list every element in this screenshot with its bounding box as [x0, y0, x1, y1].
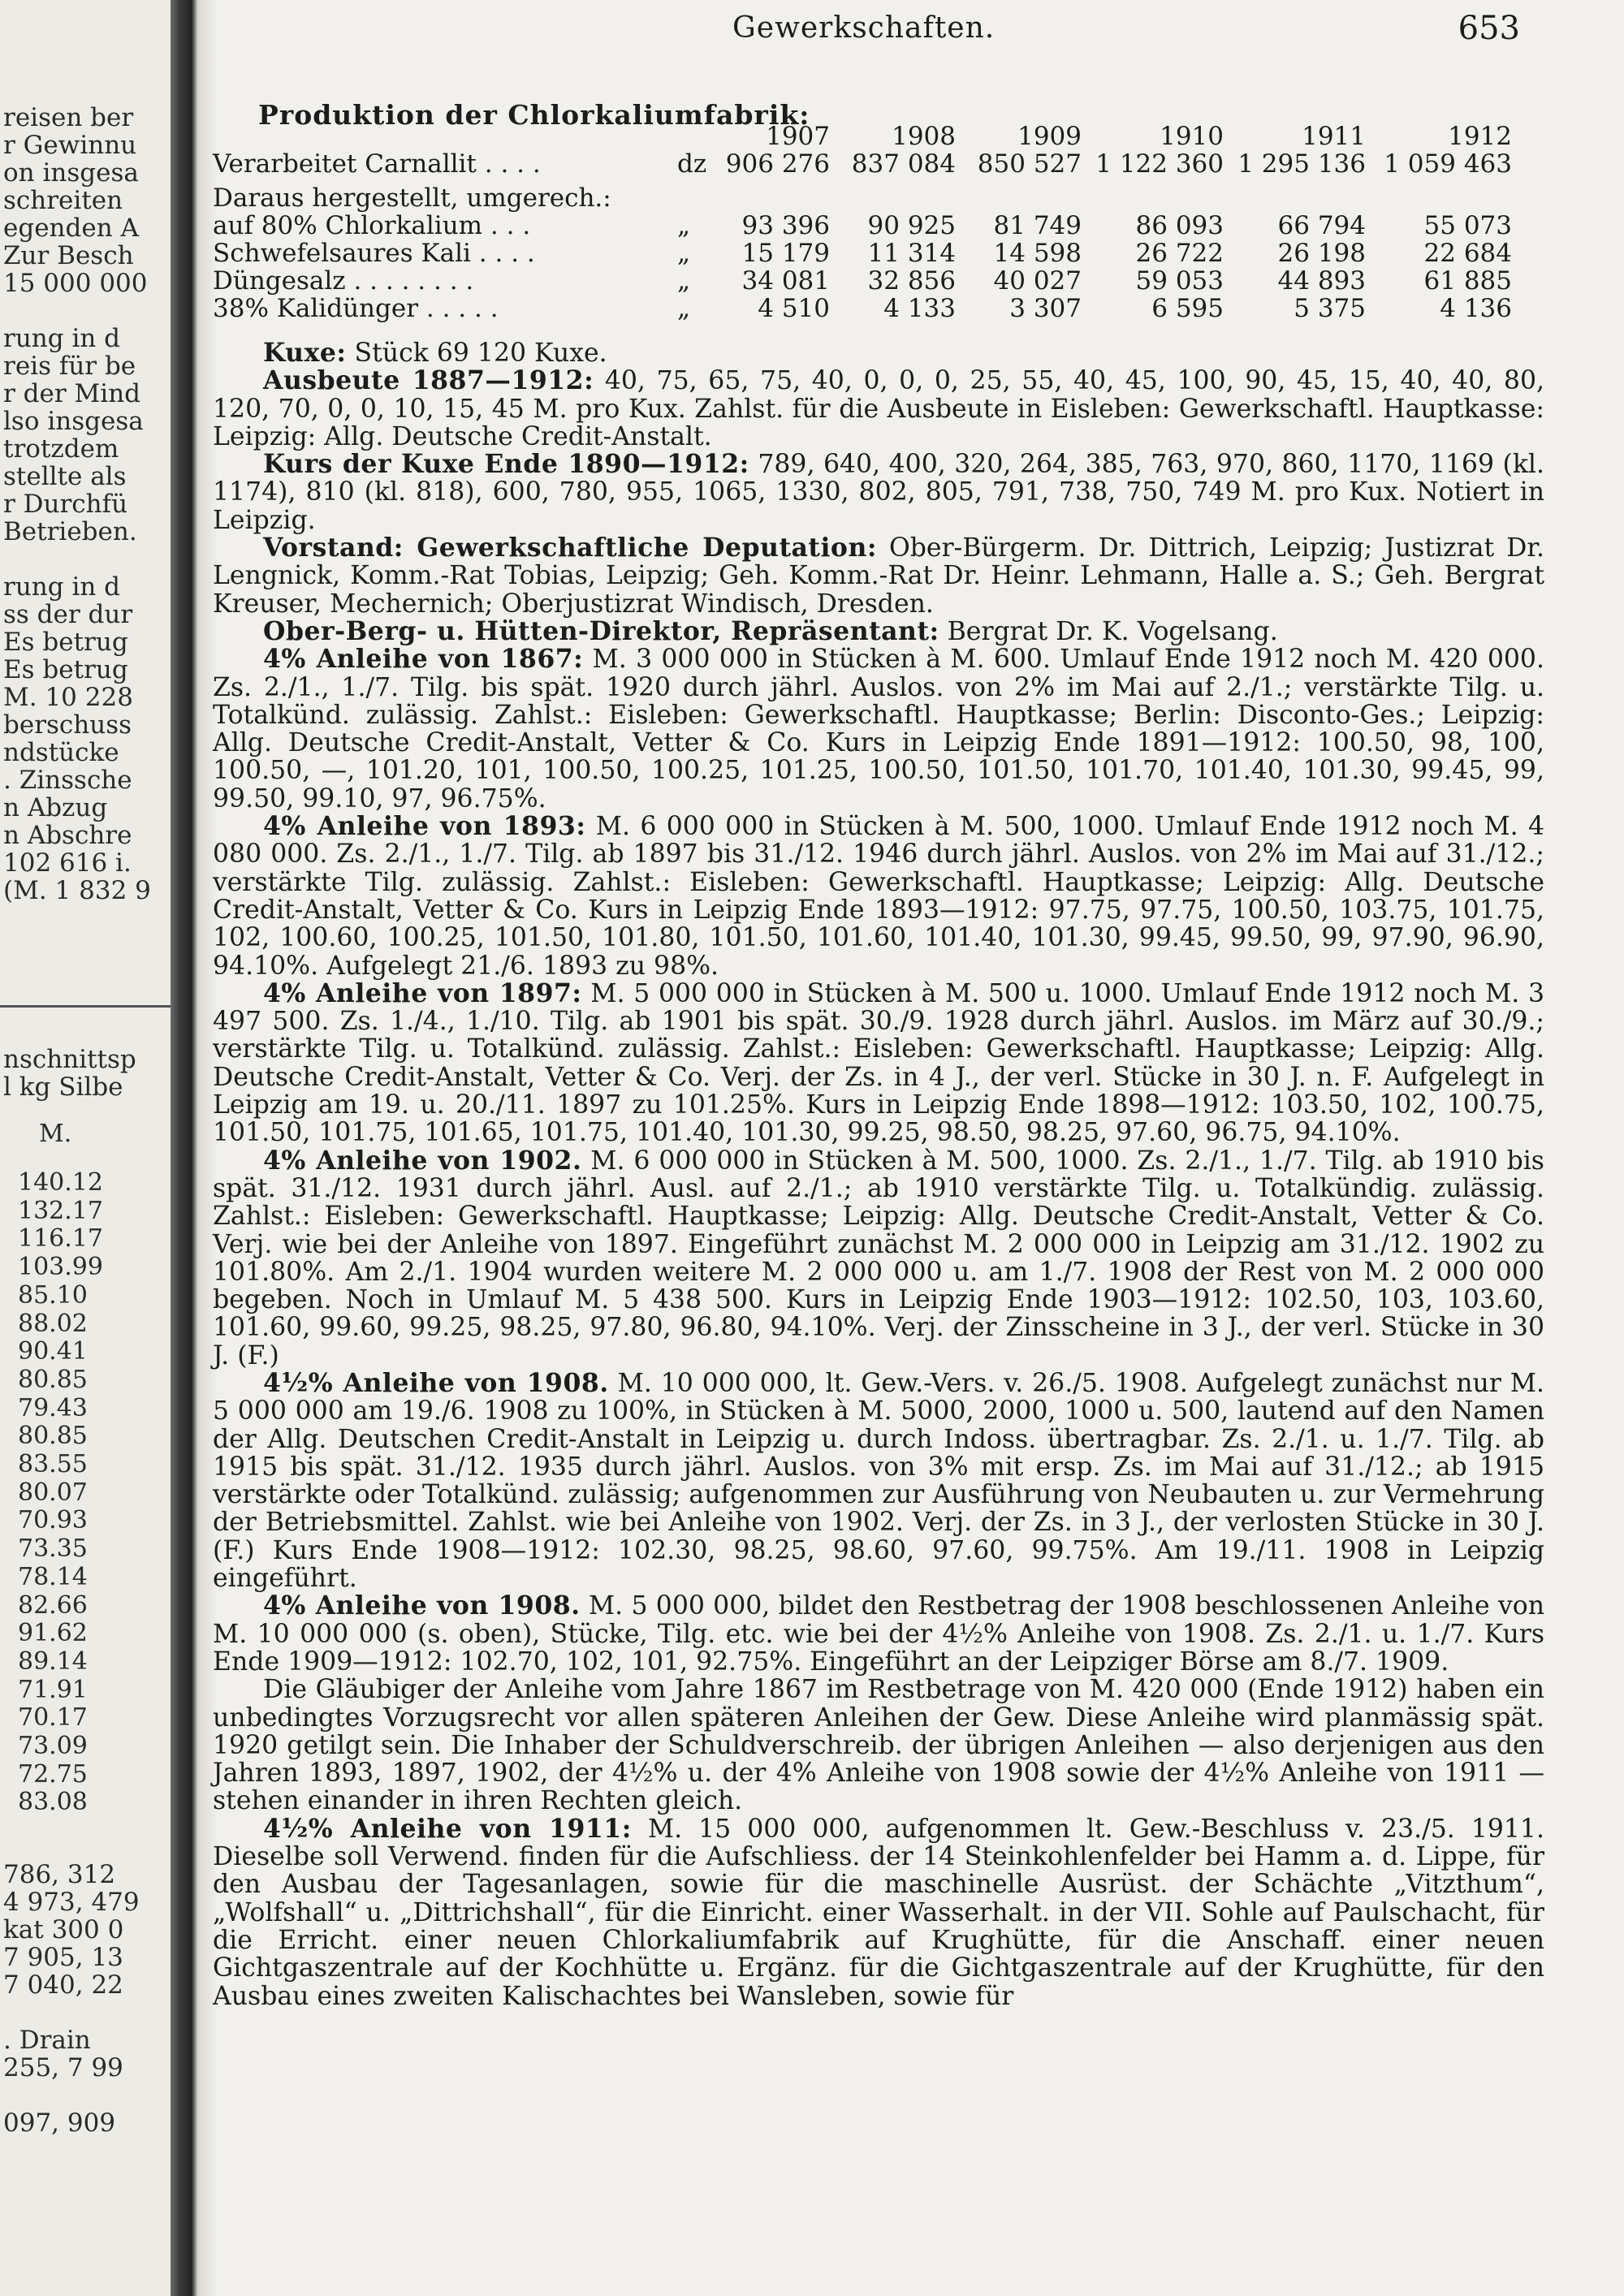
left-page-number: 90.41 — [18, 1337, 88, 1366]
table-row — [213, 183, 1624, 211]
table-cell: 34 081 — [741, 266, 830, 296]
paragraph-text: Ober-Bürgerm. Dr. Dittrich, Leipzig; Justizrat Dr. Lengnick, Komm.-Rat Tobias, Leipzig; Geh. Komm.-Rat Dr. Heinr. Lehmann, Halle a. S.; Geh. Bergrat Kreuser, Mechernich; Oberjustizrat Windisch, Dresden. — [213, 533, 1544, 619]
paragraph-text: M. 5 000 000 in Stücken à M. 500 u. 1000. Umlauf Ende 1912 noch M. 3 497 500. Zs. 1./4., 1./10. Tilg. ab 1901 bis spät. 30./9. 1928 durch jährl. Auslos. im März auf 30./9.; verstärkte Tilg. u. Totalkünd. zulässig. Zahlst.: Eisleben: Gewerkschaftl. Hauptkasse; Leipzig: Allg. Deutsche Credit-Anstalt, Vetter & Co. Verj. der Zs. in 4 J., der verl. Stücke in 30 J. n. F. Aufgelegt in Leipzig am 19. u. 20./11. 1897 zu 101.25%. Kurs in Leipzig Ende 1898—1912: 103.50, 102, 100.75, 101.50, 101.75, 101.65, 101.75, 101.40, 101.30, 99.25, 98.50, 98.25, 97.60, 96.75, 94.10%. — [213, 978, 1544, 1148]
paragraph-text: M. 6 000 000 in Stücken à M. 500, 1000. Zs. 2./1., 1./7. Tilg. ab 1910 bis spät. 31./12. 1931 durch jährl. Ausl. auf 2./1.; ab 1910 verstärkte Tilg. u. Totalkündig. zulässig. Zahlst.: Eisleben: Gewerkschaftl. Hauptkasse; Leipzig: Allg. Deutsche Credit-Anstalt, Vetter & Co. Verj. wie bei der Anleihe von 1897. Eingeführt zunächst M. 2 000 000 in Leipzig am 31./12. 1902 zu 101.80%. Am 2./1. 1904 wurden weitere M. 2 000 000 u. am 1./7. 1908 der Rest von M. 2 000 000 begeben. Noch in Umlauf M. 5 438 500. Kurs in Leipzig Ende 1903—1912: 102.50, 103, 103.60, 101.60, 99.60, 99.25, 98.25, 97.80, 96.80, 94.10%. Verj. der Zinsscheine in 3 J., der verl. Stücke in 30 J. (F.) — [213, 1146, 1544, 1370]
left-page-line: Betrieben. — [3, 517, 137, 546]
table-row — [213, 266, 1624, 294]
left-page-number: 132.17 — [18, 1196, 103, 1225]
paragraph-text: Die Gläubiger der Anleihe vom Jahre 1867 im Restbetrage von M. 420 000 (Ende 1912) haben ein unbedingtes Vorzugsrecht vor allen späteren Anleihen der Gew. Diese Anleihe wird planmässig spät. 1920 getilgt sein. Die Inhaber der Schuldverschreib. der übrigen Anleihen — also derjenigen aus den Jahren 1893, 1897, 1902, der 4½% u. der 4% Anleihe von 1908 sowie der 4½% Anleihe von 1911 — stehen einander in ihren Rechten gleich. — [213, 1675, 1544, 1816]
production-title: Produktion der Chlorkaliumfabrik: — [258, 99, 810, 131]
left-page-line: 102 616 i. — [3, 848, 132, 878]
year-header: 1912 — [1448, 122, 1512, 151]
left-page-number: 73.09 — [18, 1732, 88, 1760]
paragraph-text: 789, 640, 400, 320, 264, 385, 763, 970, 860, 1170, 1169 (kl. 1174), 810 (kl. 818), 600, 780, 955, 1065, 1330, 802, 805, 791, 738, 750, 749 M. pro Kux. Notiert in Leipzig. — [213, 450, 1544, 535]
table-cell: 837 084 — [851, 149, 956, 179]
table-cell: 1 059 463 — [1384, 149, 1512, 179]
paragraph-text: Bergrat Dr. K. Vogelsang. — [939, 616, 1278, 646]
row-unit: „ — [677, 294, 691, 323]
paragraph-heading: 4% Anleihe von 1902. — [263, 1145, 582, 1176]
left-page-line: trotzdem — [3, 434, 119, 464]
row-label: auf 80% Chlorkalium . . . — [213, 211, 531, 240]
table-cell: 81 749 — [993, 211, 1082, 240]
paragraph-heading: 4% Anleihe von 1908. — [263, 1590, 581, 1621]
table-cell: 22 684 — [1423, 239, 1512, 268]
table-cell: 850 527 — [977, 149, 1082, 179]
paragraph-heading: 4% Anleihe von 1897: — [263, 978, 582, 1008]
left-page-line: reisen ber — [3, 103, 134, 132]
left-page-line: egenden A — [3, 214, 139, 243]
left-page-number: 83.55 — [18, 1450, 88, 1478]
table-cell: 86 093 — [1135, 211, 1224, 240]
row-unit: dz — [677, 149, 707, 179]
paragraph-heading: Kuxe: — [263, 338, 347, 368]
paragraph-text: M. 6 000 000 in Stücken à M. 500, 1000. Umlauf Ende 1912 noch M. 4 080 000. Zs. 2./1., 1./7. Tilg. ab 1897 bis 31./12. 1946 durch jährl. Auslos. von 2% im Mai auf 31./12.; verstärkte Tilg. zulässig. Zahlst.: Eisleben: Gewerkschaftl. Hauptkasse; Leipzig: Allg. Deutsche Credit-Anstalt, Vetter & Co. Kurs in Leipzig Ende 1893—1912: 97.75, 97.75, 100.50, 103.75, 101.75, 102, 100.60, 100.25, 101.50, 101.80, 101.50, 101.60, 101.40, 101.30, 99.45, 99.50, 99, 97.90, 96.90, 94.10%. Aufgelegt 21./6. 1893 zu 98%. — [213, 812, 1544, 981]
left-page-number: 116.17 — [18, 1224, 103, 1254]
table-row — [213, 149, 1624, 177]
left-page-line: r Gewinnu — [3, 131, 137, 160]
paragraph-text: M. 15 000 000, aufgenommen lt. Gew.-Beschluss v. 23./5. 1911. Dieselbe soll Verwend. finden für die Aufschliess. der 14 Steinkohlenfelder bei Hamm a. d. Lippe, für den Ausbau der Tagesanlagen, sowie für die maschinelle Ausrüst. der Schächte „Vitzthum“, „Wolfshall“ u. „Dittrichshall“, für die Einricht. einer Wasserhalt. in der VII. Sohle auf Paulschacht, für die Erricht. einer neuen Chlorkaliumfabrik auf Krughütte, für die Anschaff. einer neuen Gichtgaszentrale auf der Kochhütte u. Ergänz. für die Gichtgaszentrale auf der Krughütte, für den Ausbau eines zweiten Kalischachtes bei Wansleben, sowie für — [213, 1814, 1544, 2011]
table-cell: 32 856 — [867, 266, 956, 296]
left-page-number: 80.85 — [18, 1365, 88, 1394]
left-page-line: . Drain — [3, 2026, 91, 2055]
table-cell: 66 794 — [1277, 211, 1366, 240]
row-unit: „ — [677, 266, 691, 296]
left-page-number: 91.62 — [18, 1619, 88, 1648]
left-page-number: 71.91 — [18, 1675, 88, 1704]
paragraph-text: Stück 69 120 Kuxe. — [346, 339, 607, 368]
paragraph-text: M. 3 000 000 in Stücken à M. 600. Umlauf Ende 1912 noch M. 420 000. Zs. 2./1., 1./7. Tilg. bis spät. 1920 durch jährl. Auslos. von 2% im Mai auf 2./1.; verstärkte Tilg. u. Totalkünd. zulässig. Zahlst.: Eisleben: Gewerkschaftl. Hauptkasse; Berlin: Disconto-Ges.; Leipzig: Allg. Deutsche Credit-Anstalt, Vetter & Co. Kurs in Leipzig Ende 1891—1912: 100.50, 98, 100, 100.50, —, 101.20, 101, 100.50, 100.25, 101.25, 100.50, 101.50, 101.70, 101.40, 101.30, 99.45, 99, 99.50, 99.10, 97, 96.75%. — [213, 645, 1544, 814]
paragraph-heading: 4½% Anleihe von 1908. — [263, 1367, 609, 1398]
left-page-line: l kg Silbe — [3, 1072, 123, 1102]
table-cell: 4 136 — [1440, 294, 1512, 323]
left-page-number: 72.75 — [18, 1759, 88, 1789]
row-label: Verarbeitet Carnallit . . . . — [213, 149, 541, 179]
left-page-number: 85.10 — [18, 1280, 88, 1310]
left-page-line: lso insgesa — [3, 407, 144, 436]
row-label: Daraus hergestellt, umgerech.: — [213, 183, 611, 213]
left-page-line: reis für be — [3, 352, 136, 381]
left-page-line: stellte als — [3, 462, 127, 491]
year-header: 1911 — [1302, 122, 1366, 151]
table-cell: 11 314 — [867, 239, 956, 268]
paragraph — [213, 451, 1544, 534]
table-cell: 5 375 — [1294, 294, 1366, 323]
left-page-number: 70.17 — [18, 1703, 88, 1733]
paragraph — [213, 367, 1544, 451]
paragraph — [213, 1147, 1544, 1370]
table-cell: 14 598 — [993, 239, 1082, 268]
left-page-line: 15 000 000 — [3, 269, 148, 298]
left-page-line: rung in d — [3, 572, 121, 602]
table-cell: 93 396 — [741, 211, 830, 240]
year-header: 1907 — [766, 122, 830, 151]
table-cell: 55 073 — [1423, 211, 1512, 240]
table-cell: 1 295 136 — [1237, 149, 1366, 179]
left-page-line: r Durchfü — [3, 490, 128, 519]
left-page-line: 786, 312 — [3, 1860, 116, 1889]
left-page-line: ndstücke — [3, 738, 119, 767]
left-page-line: M. 10 228 — [3, 683, 133, 712]
table-cell: 26 198 — [1277, 239, 1366, 268]
paragraph-heading: Ausbeute 1887—1912: — [263, 365, 594, 396]
left-page-line: n Abschre — [3, 821, 132, 850]
left-page-number: 80.07 — [18, 1478, 88, 1507]
row-unit: „ — [677, 211, 691, 240]
left-page-line: n Abzug — [3, 793, 108, 822]
body-text — [213, 339, 1544, 2010]
left-page-number: 78.14 — [18, 1562, 88, 1591]
left-page-line: 097, 909 — [3, 2108, 116, 2138]
table-cell: 59 053 — [1135, 266, 1224, 296]
paragraph — [213, 1592, 1544, 1676]
left-page-number: 140.12 — [18, 1168, 103, 1197]
left-page-line: schreiten — [3, 186, 123, 215]
table-cell: 4 133 — [883, 294, 956, 323]
left-page-line: . Zinssche — [3, 766, 132, 795]
paragraph — [213, 615, 1544, 646]
left-page-line: Es betrug — [3, 655, 128, 684]
left-page-line: rung in d — [3, 324, 121, 353]
previous-page-fragment — [0, 0, 180, 2296]
left-page-number: 70.93 — [18, 1506, 88, 1535]
left-page-line: kat 300 0 — [3, 1915, 124, 1944]
paragraph — [213, 339, 1544, 367]
left-page-number: 89.14 — [18, 1646, 88, 1676]
paragraph — [213, 645, 1544, 813]
row-label: 38% Kalidünger . . . . . — [213, 294, 499, 323]
paragraph-text: 40, 75, 65, 75, 40, 0, 0, 0, 25, 55, 40, 45, 100, 90, 45, 15, 40, 40, 80, 120, 70, 0, 0, 10, 15, 45 M. pro Kux. Zahlst. für die Ausbeute in Eisleben: Gewerkschaftl. Hauptkasse: Leipzig: Allg. Deutsche Credit-Anstalt. — [213, 366, 1544, 451]
book-gutter — [171, 0, 218, 2296]
table-cell: 4 510 — [758, 294, 830, 323]
paragraph-heading: 4% Anleihe von 1893: — [263, 811, 586, 842]
table-cell: 61 885 — [1423, 266, 1512, 296]
table-cell: 1 122 360 — [1095, 149, 1224, 179]
left-page-number: 80.85 — [18, 1422, 88, 1451]
row-label: Düngesalz . . . . . . . . — [213, 266, 474, 296]
year-header: 1908 — [892, 122, 956, 151]
paragraph-heading: 4½% Anleihe von 1911: — [263, 1813, 632, 1844]
page-number: 653 — [1458, 10, 1520, 47]
table-row — [213, 211, 1624, 239]
table-cell: 3 307 — [1009, 294, 1082, 323]
paragraph — [213, 534, 1544, 618]
table-cell: 44 893 — [1277, 266, 1366, 296]
left-page-line: ss der dur — [3, 600, 133, 629]
left-page-line: Zur Besch — [3, 241, 134, 270]
table-cell: 15 179 — [741, 239, 830, 268]
page — [213, 0, 1624, 2296]
paragraph-text: M. 5 000 000, bildet den Restbetrag der 1908 beschlossenen Anleihe von M. 10 000 000 (s. oben), Stücke, Tilg. etc. wie bei der 4½% Anleihe von 1908. Zs. 2./1. u. 1./7. Kurs Ende 1909—1912: 102.70, 102, 101, 92.75%. Eingeführt an der Leipziger Börse am 8./7. 1909. — [213, 1591, 1544, 1677]
page-header — [213, 10, 1624, 50]
production-table — [213, 122, 1624, 341]
row-unit: „ — [677, 239, 691, 268]
left-page-line: 7 040, 22 — [3, 1970, 123, 2000]
left-page-line: 255, 7 99 — [3, 2053, 123, 2082]
paragraph-heading: Vorstand: Gewerkschaftliche Deputation: — [263, 533, 877, 563]
paragraph-heading: Kurs der Kuxe Ende 1890—1912: — [263, 449, 749, 480]
left-page-line: 7 905, 13 — [3, 1943, 123, 1972]
paragraph — [213, 1367, 1544, 1594]
left-page-line: 4 973, 479 — [3, 1888, 140, 1917]
row-label: Schwefelsaures Kali . . . . — [213, 239, 535, 268]
paragraph-text: M. 10 000 000, lt. Gew.-Vers. v. 26./5. 1908. Aufgelegt zunächst nur M. 5 000 000 am 19./6. 1908 zu 100%, in Stücken à M. 5000, 2000, 1000 u. 500, lautend auf den Namen der Allg. Deutschen Credit-Anstalt in Leipzig u. durch Indoss. übertragbar. Zs. 2./1. u. 1./7. Tilg. ab 1915 bis spät. 31./12. 1935 durch jährl. Auslos. von 3% mit ersp. Zs. im Mai auf 31./12.; ab 1915 verstärkte oder Totalkünd. zulässig; aufgenommen zur Ausführung von Neubauten u. zur Vermehrung der Betriebsmittel. Zahlst. wie bei Anleihe von 1902. Verj. der Zs. in 3 J., der verlosten Stücke in 30 J. (F.) Kurs Ende 1908—1912: 102.30, 98.25, 98.60, 97.60, 99.75%. Am 19./11. 1908 in Leipzig eingeführt. — [213, 1368, 1544, 1594]
table-cell: 6 595 — [1151, 294, 1224, 323]
year-header: 1910 — [1160, 122, 1224, 151]
left-page-unit: M. — [39, 1120, 72, 1148]
paragraph — [213, 813, 1544, 980]
paragraph — [213, 1815, 1544, 2010]
table-row — [213, 239, 1624, 266]
year-header: 1909 — [1017, 122, 1082, 151]
table-cell: 90 925 — [867, 211, 956, 240]
left-page-number: 83.08 — [18, 1788, 88, 1817]
table-cell: 26 722 — [1135, 239, 1224, 268]
left-page-line: Es betrug — [3, 628, 128, 657]
left-page-number: 73.35 — [18, 1534, 88, 1564]
left-page-line: berschuss — [3, 710, 132, 740]
left-page-number: 82.66 — [18, 1590, 88, 1620]
left-page-line: nschnittsp — [3, 1045, 136, 1074]
left-page-line: (M. 1 832 9 — [3, 876, 151, 905]
running-head: Gewerkschaften. — [732, 11, 996, 45]
left-page-line: on insgesa — [3, 158, 139, 188]
table-cell: 906 276 — [725, 149, 830, 179]
left-page-number: 88.02 — [18, 1309, 88, 1338]
divider — [0, 1005, 180, 1008]
paragraph-heading: Ober-Berg- u. Hütten-Direktor, Repräsentant: — [263, 615, 939, 646]
paragraph-heading: 4% Anleihe von 1867: — [263, 644, 584, 675]
paragraph — [213, 980, 1544, 1147]
table-cell: 40 027 — [993, 266, 1082, 296]
left-page-line: r der Mind — [3, 379, 141, 408]
paragraph — [213, 1676, 1544, 1815]
left-page-number: 79.43 — [18, 1393, 88, 1422]
left-page-number: 103.99 — [18, 1253, 103, 1282]
table-row — [213, 294, 1624, 322]
